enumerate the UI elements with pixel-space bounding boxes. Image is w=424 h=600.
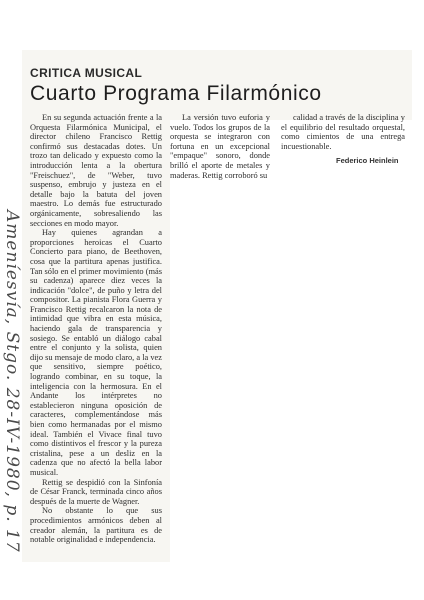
paragraph: En su segunda actuación frente a la Orquesta Filarmónica Municipal, el director chileno Francisco Rettig confirmó sus destacadas dotes. Un trozo tan delicado y expuesto como la introducción lenta a la obertura "Freischuez", de "Weber, tuvo suspenso, embrujo y justeza en el detalle bajo la batuta del joven maestro. Lo demás fue estructurado orgánicamente, sobresaliendo las secciones en modo mayor. [30, 113, 162, 228]
author-signature: Federico Heinlein [336, 156, 399, 165]
paragraph: La versión tuvo euforia y vuelo. Todos los grupos de la orquesta se integraron con fortuna en un excepcional "empaque" sonoro, donde brilló el aporte de metales y maderas. Rettig corroboró su [170, 113, 270, 180]
article-column-3 [281, 113, 405, 151]
paragraph: Hay quienes agrandan a proporciones heroicas el Cuarto Concierto para piano, de Beethoven, cosa que la partitura apenas justifica. Tan sólo en el primer movimiento (más su cadenza) aparece diez veces la indicación "dolce", de puño y letra del compositor. La pianista Flora Guerra y Francisco Rettig recalcaron la nota de intimidad que vibra en esta música, haciendo gala de transparencia y sosiego. Se entabló un diálogo cabal entre el conjunto y la solista, quien dijo su mensaje de modo claro, a la vez que sensitivo, siempre poético, logrando combinar, en su toque, la inteligencia con la hermosura. En el Andante los intérpretes no establecieron ninguna oposición de caracteres, complementándose más bien como hermanadas por el mismo ideal. También el Vivace final tuvo como distintivos el frescor y la pureza cristalina, pese a un desliz en la cadenza que no afectó la bella labor musical. [30, 228, 162, 477]
blank-area [170, 120, 412, 562]
section-label: CRITICA MUSICAL [30, 66, 143, 80]
paragraph: No obstante lo que sus procedimientos armónicos deben al creador alemán, la partitura es de notable originalidad e independencia. [30, 506, 162, 545]
article-headline: Cuarto Programa Filarmónico [30, 82, 322, 105]
article-column-1 [30, 113, 162, 545]
paragraph: Rettig se despidió con la Sinfonía de César Franck, terminada cinco años después de la muerte de Wagner. [30, 477, 162, 506]
article-column-2 [170, 113, 270, 180]
handwritten-annotation: Ameníesvía, Stgo. 28-IV-1980, p. 17 [2, 210, 22, 553]
paragraph: calidad a través de la disciplina y el equilibrio del resultado orquestal, como cimientos de una entrega incuestionable. [281, 113, 405, 151]
